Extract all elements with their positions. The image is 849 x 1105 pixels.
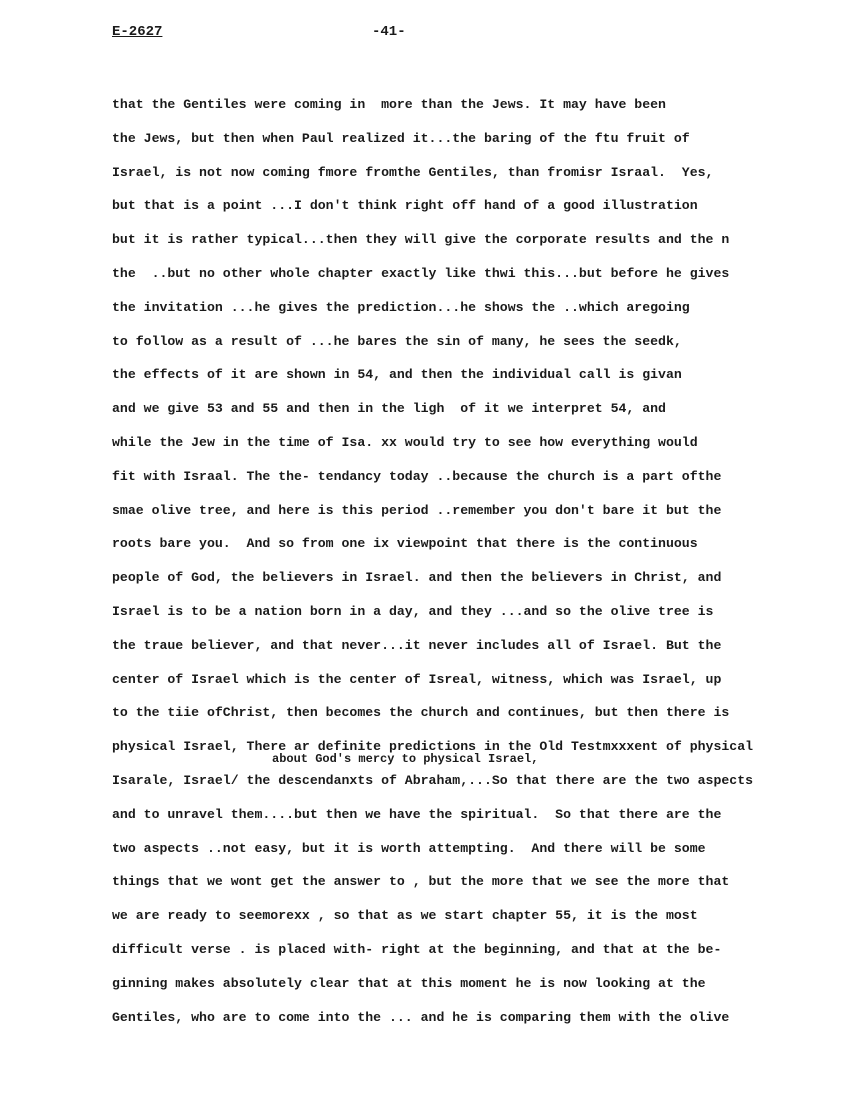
page-header xyxy=(112,24,412,40)
text-line: center of Israel which is the center of Isreal, witness, which was Israel, up xyxy=(112,671,722,687)
text-line: to follow as a result of ...he bares the sin of many, he sees the seedk, xyxy=(112,333,682,349)
text-line: the effects of it are shown in 54, and then the individual call is givan xyxy=(112,367,682,383)
text-line: but that is a point ...I don't think right off hand of a good illustration xyxy=(112,198,698,214)
text-line: the Jews, but then when Paul realized it...the baring of the ftu fruit of xyxy=(112,130,690,146)
text-line: fit with Israal. The the- tendancy today ..because the church is a part ofthe xyxy=(112,468,722,484)
text-line: two aspects ..not easy, but it is worth attempting. And there will be some xyxy=(112,840,706,856)
text-line: the invitation ...he gives the prediction...he shows the ..which aregoing xyxy=(112,299,690,315)
text-line: difficult verse . is placed with- right at the beginning, and that at the be- xyxy=(112,941,722,957)
body-text xyxy=(112,95,812,1041)
text-line: we are ready to seemorexx , so that as we start chapter 55, it is the most xyxy=(112,908,698,924)
interlinear-insert: about God's mercy to physical Israel, xyxy=(272,752,539,766)
document-id: E-2627 xyxy=(112,24,163,40)
text-line: ginning makes absolutely clear that at this moment he is now looking at the xyxy=(112,975,706,991)
text-line: the traue believer, and that never...it never includes all of Israel. But the xyxy=(112,637,722,653)
text-line: things that we wont get the answer to , but the more that we see the more that xyxy=(112,874,730,890)
text-line: smae olive tree, and here is this period ..remember you don't bare it but the xyxy=(112,502,722,518)
text-line: and we give 53 and 55 and then in the ligh of it we interpret 54, and xyxy=(112,401,666,417)
page-number: -41- xyxy=(372,24,406,40)
text-line: people of God, the believers in Israel. and then the believers in Christ, and xyxy=(112,570,722,586)
text-line: that the Gentiles were coming in more than the Jews. It may have been xyxy=(112,97,666,112)
text-line: but it is rather typical...then they will give the corporate results and the n xyxy=(112,232,730,248)
text-line: to the tiie ofChrist, then becomes the church and continues, but then there is xyxy=(112,705,730,721)
text-line: Gentiles, who are to come into the ... and he is comparing them with the olive xyxy=(112,1009,730,1025)
text-line: roots bare you. And so from one ix viewpoint that there is the continuous xyxy=(112,536,698,552)
text-line: Isarale, Israel/ the descendanxts of Abraham,...So that there are the two aspects xyxy=(112,772,754,788)
text-line: Israel, is not now coming fmore fromthe Gentiles, than fromisr Israal. Yes, xyxy=(112,164,714,180)
text-line: physical Israel, There ar definite predictions in the Old Testmxxxent of physical xyxy=(112,739,754,755)
text-line: the ..but no other whole chapter exactly like thwi this...but before he gives xyxy=(112,265,730,281)
text-line: and to unravel them....but then we have the spiritual. So that there are the xyxy=(112,806,722,822)
text-line: Israel is to be a nation born in a day, and they ...and so the olive tree is xyxy=(112,603,714,619)
text-line: while the Jew in the time of Isa. xx would try to see how everything would xyxy=(112,434,698,450)
